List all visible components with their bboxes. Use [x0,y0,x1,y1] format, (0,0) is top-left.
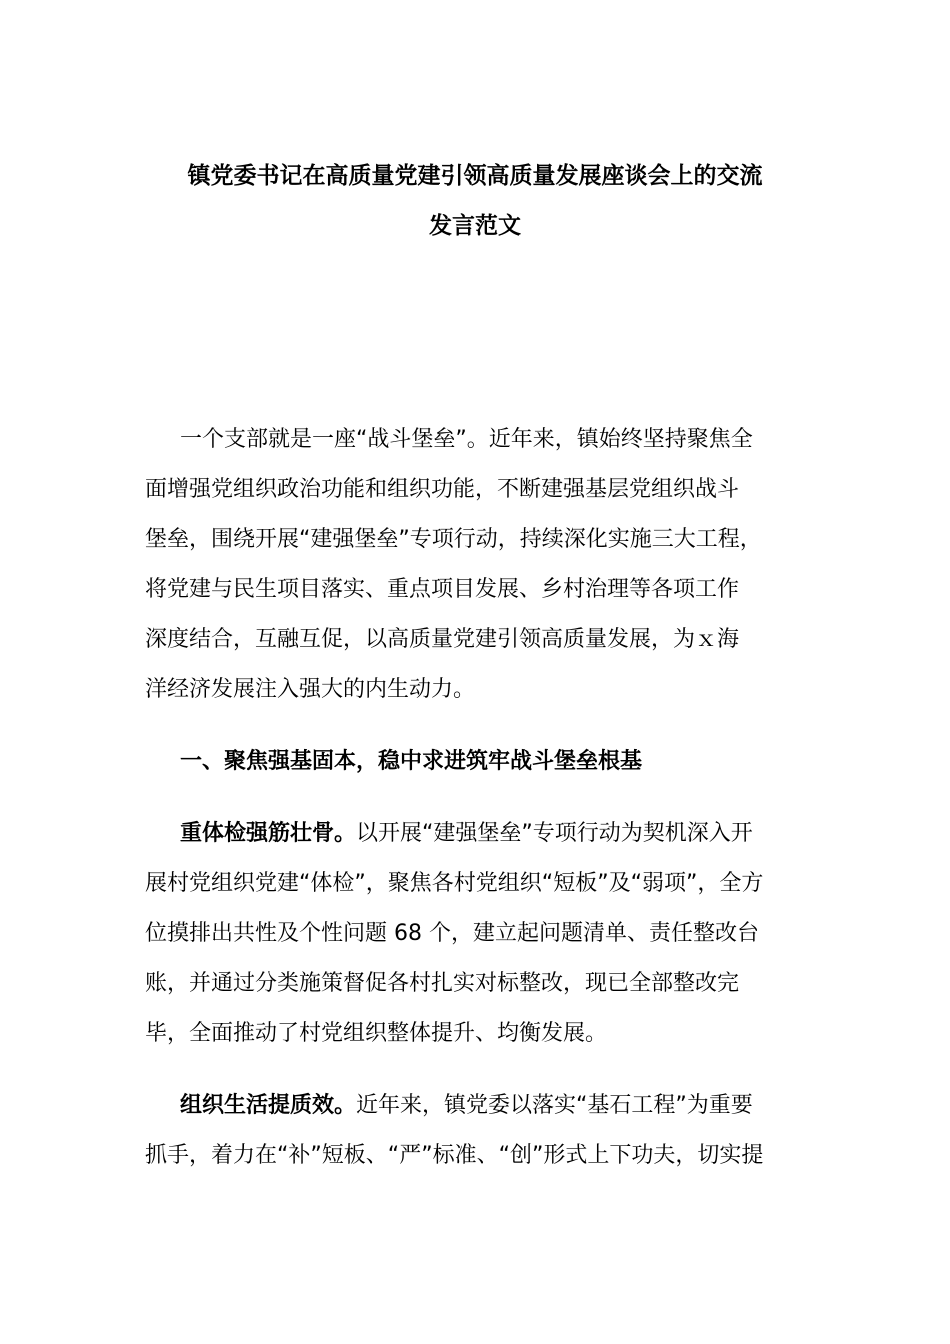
paragraph-line: 位摸排出共性及个性问题 68 个，建立起问题清单、责任整改台 [145,921,759,946]
paragraph-lead: 组织生活提质效。 [180,1093,357,1118]
intro-line: 洋经济发展注入强大的内生动力。 [145,677,476,702]
intro-line: 一个支部就是一座“战斗堡垒”。近年来，镇始终坚持聚焦全 [180,427,753,452]
paragraph-lead: 重体检强筋壮骨。 [180,821,357,846]
document-title-line-2: 发言范文 [429,213,521,239]
intro-line: 深度结合，互融互促，以高质量党建引领高质量发展，为ｘ海 [145,627,740,652]
document-title-line-1: 镇党委书记在高质量党建引领高质量发展座谈会上的交流 [187,163,763,189]
intro-line: 将党建与民生项目落实、重点项目发展、乡村治理等各项工作 [145,577,740,602]
paragraph-first-line [180,819,753,849]
paragraph-text: 以开展“建强堡垒”专项行动为契机深入开 [356,821,753,846]
paragraph-line: 展村党组织党建“体检”，聚焦各村党组织“短板”及“弱项”，全方 [145,871,764,896]
paragraph-line: 抓手，着力在“补”短板、“严”标准、“创”形式上下功夫，切实提 [145,1143,764,1168]
paragraph-first-line [180,1091,753,1121]
intro-line: 堡垒，围绕开展“建强堡垒”专项行动，持续深化实施三大工程， [145,527,762,552]
intro-line: 面增强党组织政治功能和组织功能，不断建强基层党组织战斗 [145,477,740,502]
section-heading: 一、聚焦强基固本，稳中求进筑牢战斗堡垒根基 [180,749,643,774]
paragraph-line: 毕，全面推动了村党组织整体提升、均衡发展。 [145,1021,608,1046]
paragraph-line: 账，并通过分类施策督促各村扎实对标整改，现已全部整改完 [145,971,740,996]
paragraph-text: 近年来，镇党委以落实“基石工程”为重要 [356,1093,753,1118]
